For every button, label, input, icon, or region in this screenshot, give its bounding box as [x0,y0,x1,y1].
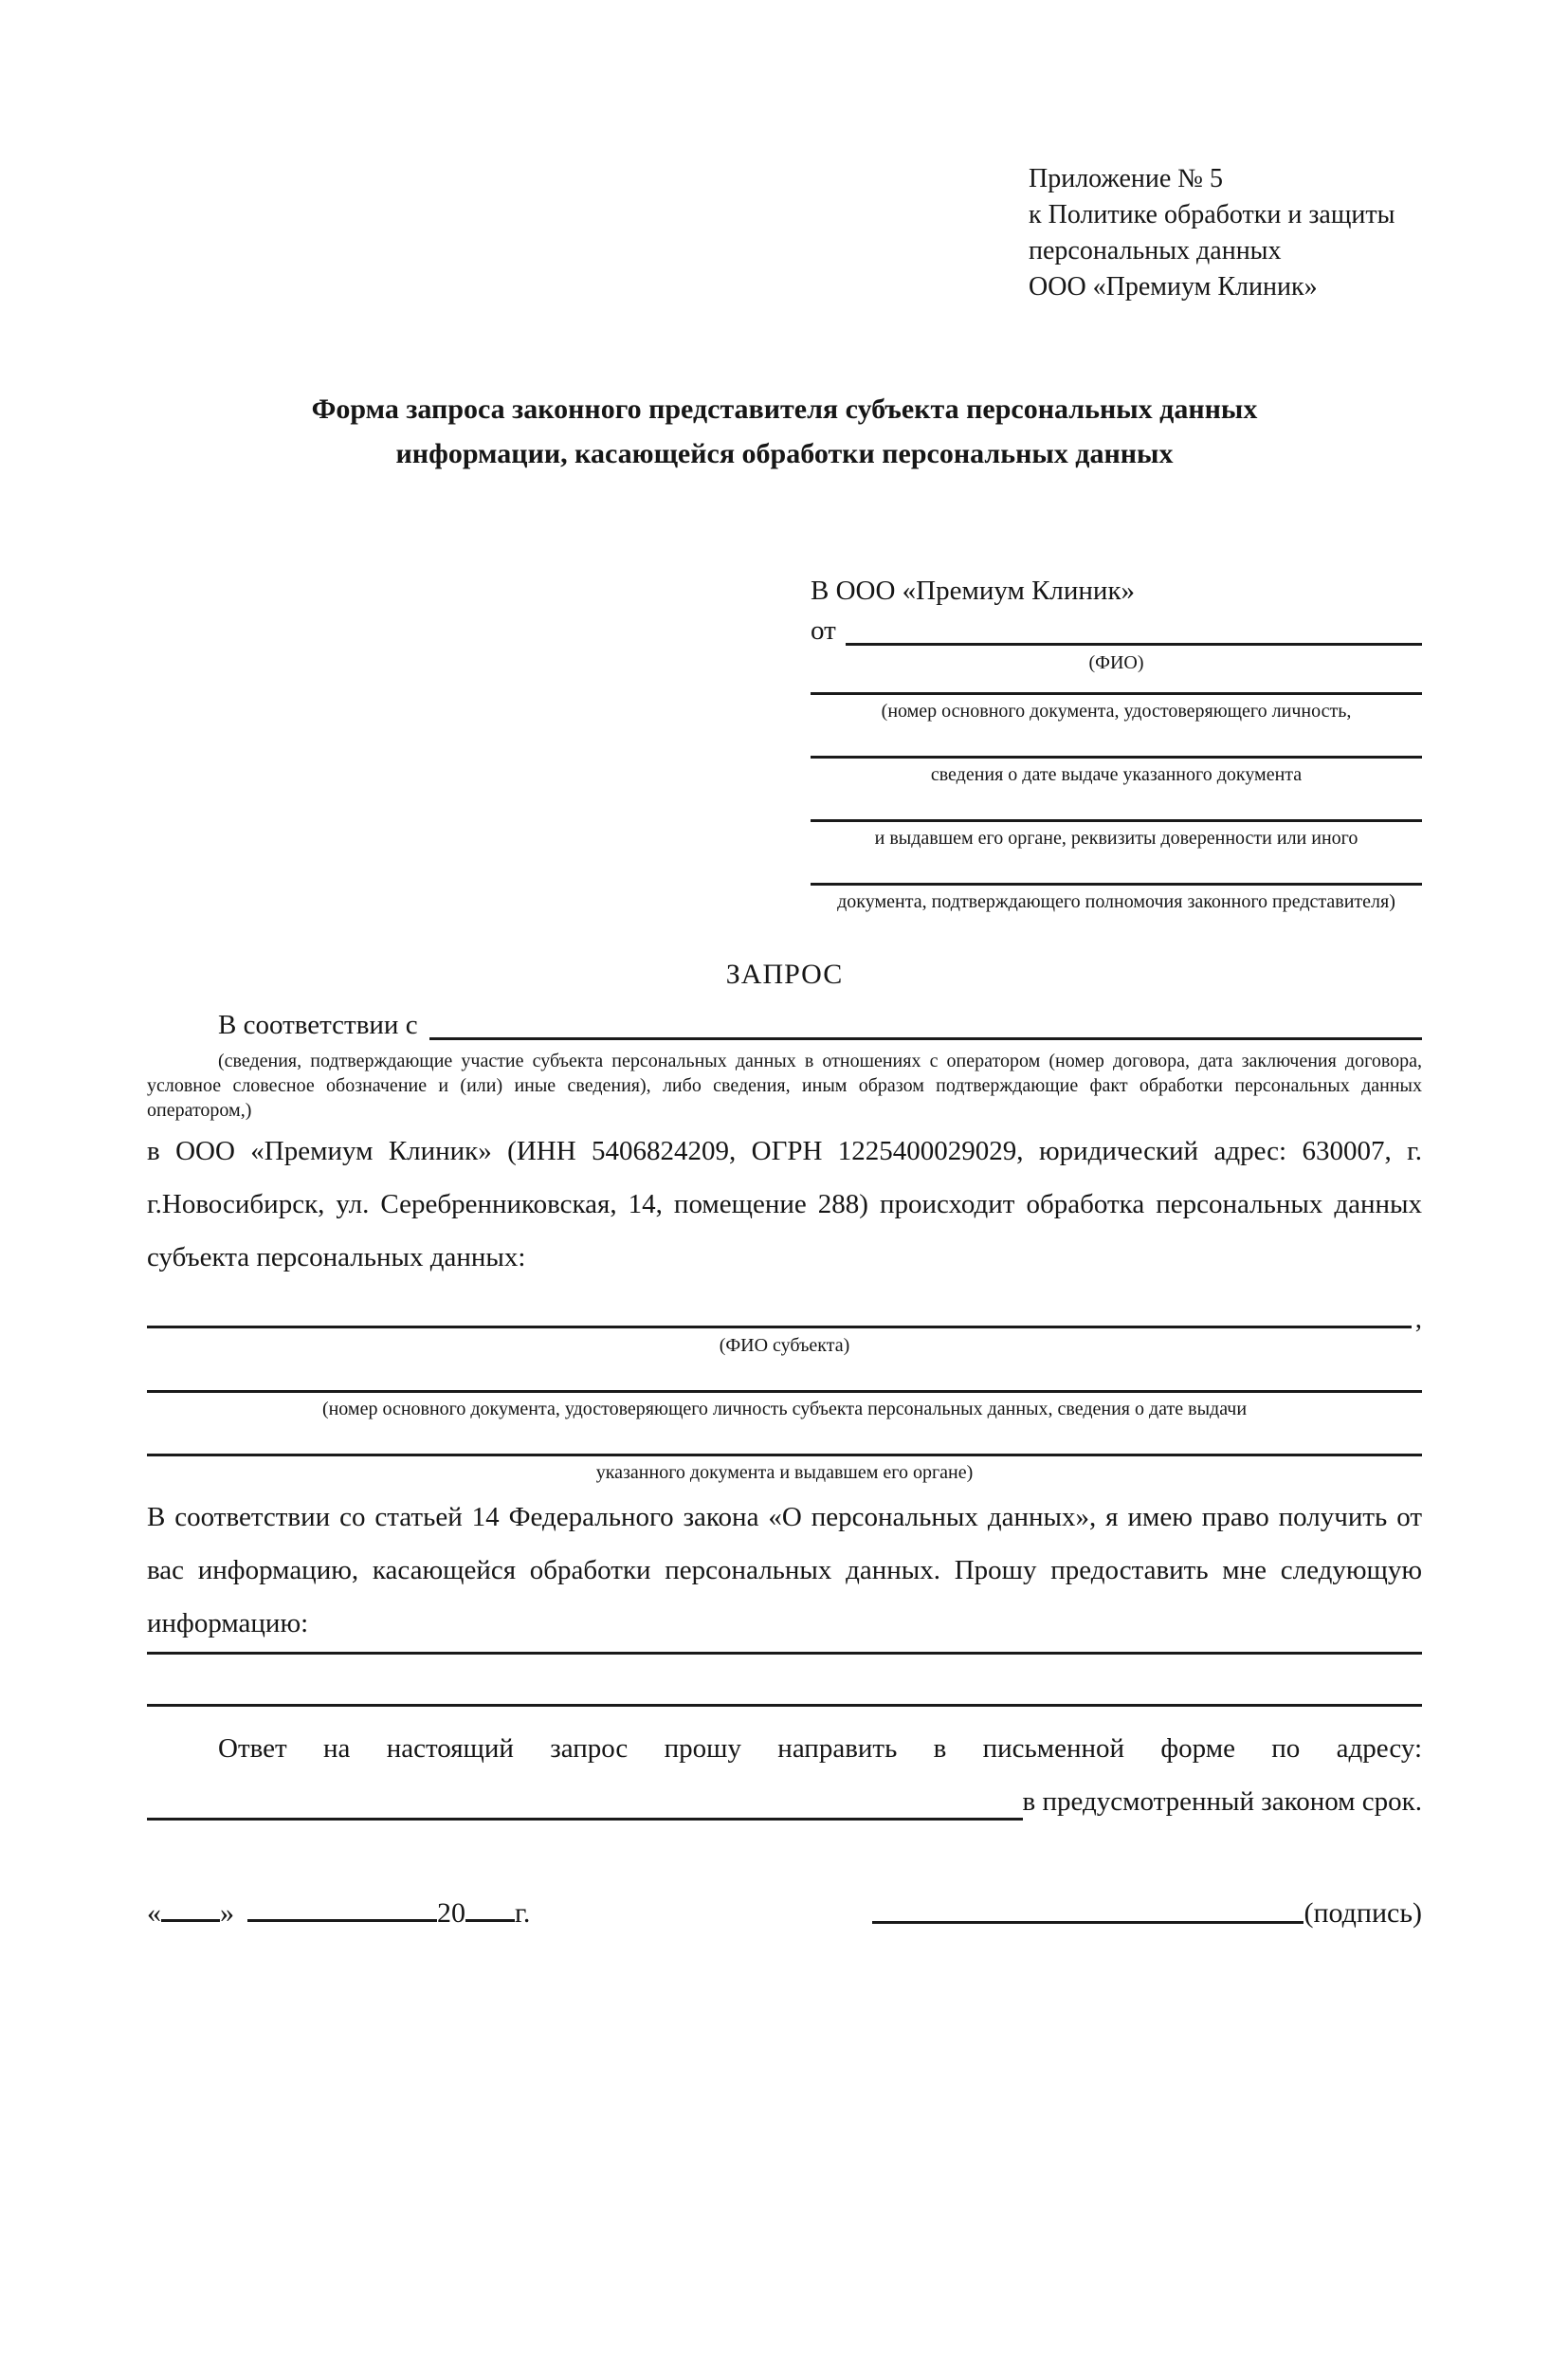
subject-doc-caption-2: указанного документа и выдавшем его органе) [595,1462,974,1483]
subject-doc-field [147,1390,1422,1421]
doc-authority-caption: и выдавшем его органе, реквизиты доверенности или иного [874,828,1358,849]
fio-fill-line [846,643,1422,646]
subject-doc-field [147,1454,1422,1485]
year-suffix: г. [515,1897,531,1929]
document-title [147,387,1422,476]
info-fill-line-1 [147,1652,1422,1655]
date-quote-close: » [220,1897,234,1929]
intro-row [147,1005,1422,1045]
signature-caption: (подпись) [1304,1897,1422,1929]
document-title-line1: Форма запроса законного представителя субъекта персональных данных [311,393,1258,425]
addressee-field [811,819,1422,851]
info-fill-line-2 [147,1704,1422,1707]
request-heading: ЗАПРОС [725,959,844,990]
appendix-line: Приложение № 5 [1029,164,1223,193]
year-fill-line [465,1894,515,1922]
subject-fio-row [147,1284,1422,1333]
addressee-field [811,756,1422,787]
doc-powers-caption: документа, подтверждающего полномочия законного представителя) [837,891,1395,912]
doc-number-fill-line [811,692,1422,695]
subject-doc-fill-line-2 [147,1454,1422,1456]
doc-issue-date-caption: сведения о дате выдаче указанного документа [930,764,1303,785]
doc-powers-fill-line [811,883,1422,886]
addressee-org-name: В ООО «Премиум Клиник» [811,576,1136,606]
addressee-block [811,571,1422,914]
subject-fio-fill-line [147,1326,1412,1328]
addressee-field [811,883,1422,914]
subject-doc-caption-1: (номер основного документа, удостоверяющего личность субъекта персональных данных, сведения о дате выдачи [321,1399,1248,1419]
subject-fio-comma: , [1414,1304,1422,1334]
intro-label: В соответствии с [218,1010,418,1040]
doc-authority-fill-line [811,819,1422,822]
operator-paragraph: в ООО «Премиум Клиник» (ИНН 5406824209, ОГРН 1225400029029, юридический адрес: 630007, г. г.Новосибирск, ул. Серебренниковская, 14, помещение 288) происходит обработка персональных данных субъекта персональных данных: [147,1136,1422,1272]
answer-paragraph-line: Ответ на настоящий запрос прошу направить в письменной форме по адресу: [218,1733,1422,1764]
date-field [147,1894,530,1930]
signature-fill-line [872,1921,1304,1924]
month-fill-line [247,1894,437,1922]
answer-address-fill-line [147,1818,1023,1821]
page-content [0,161,1568,1930]
appendix-block [1029,161,1422,305]
doc-issue-date-fill-line [811,756,1422,759]
document-page [0,161,1568,2379]
subject-fio-caption: (ФИО субъекта) [719,1335,850,1356]
subject-doc-fill-line-1 [147,1390,1422,1393]
answer-address-row [147,1775,1422,1828]
addressee-field [811,692,1422,723]
appendix-line: ООО «Премиум Клиник» [1029,272,1318,302]
doc-number-caption: (номер основного документа, удостоверяющего личность, [881,701,1352,722]
intro-caption: (сведения, подтверждающие участие субъекта персональных данных в отношениях с оператором (номер договора, дата заключения договора, условное словесное обозначение и (или) иные сведения), либо сведения, иным образом подтверждающие факт обработки персональных данных оператором,) [147,1051,1422,1121]
footer-row [147,1894,1422,1930]
law-paragraph: В соответствии со статьей 14 Федерального закона «О персональных данных», я имею право получить от вас информацию, касающейся обработки персональных данных. Прошу предоставить мне следующую информацию: [147,1502,1422,1638]
fio-caption: (ФИО) [1088,652,1144,673]
answer-deadline-text: в предусмотренный законом срок. [1022,1786,1422,1817]
appendix-line: персональных данных [1029,236,1282,265]
year-prefix: 20 [437,1897,465,1929]
appendix-line: к Политике обработки и защиты [1029,200,1395,229]
document-title-line2: информации, касающейся обработки персональных данных [395,438,1174,469]
intro-fill-line [429,1037,1422,1040]
signature-field [872,1897,1422,1930]
addressee-from-row [811,611,1422,650]
from-label: от [811,615,836,646]
day-fill-line [161,1894,220,1922]
date-quote-open: « [147,1897,161,1929]
